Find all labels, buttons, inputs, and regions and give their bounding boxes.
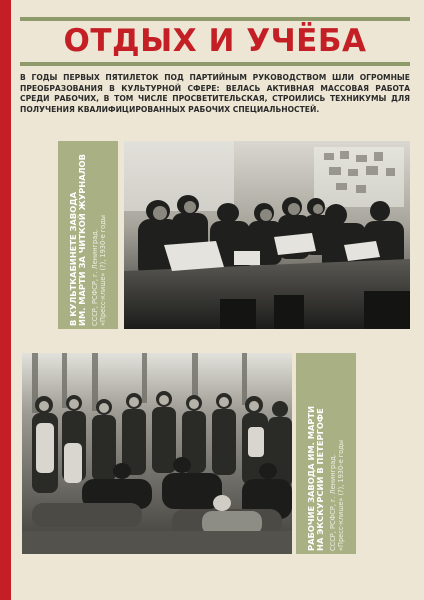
caption-title: РАБОЧИЕ ЗАВОДА ИМ. МАРТИ НА ЭКСКУРСИИ В ПЕТЕРГОФЕ [305,405,326,551]
caption-text-block [307,357,345,551]
caption-title: В КУЛЬТКАБИНЕТЕ ЗАВОДА ИМ. МАРТИ ЗА ЧИТКОЙ ЖУРНАЛОВ [67,154,88,326]
photo-caption-panel [296,353,356,554]
page-title: ОТДЫХ И УЧЁБА [63,23,367,59]
caption-text-block [69,144,107,326]
excursion-group-photo [22,353,292,554]
left-accent-bar [0,0,11,600]
reading-room-photo [124,141,410,329]
photo-caption-panel [58,141,118,329]
caption-source: СССР, РСФСР, г. Ленинград. «Пресс-клише» (?), 1930-е годы [328,439,345,551]
intro-paragraph: В ГОДЫ ПЕРВЫХ ПЯТИЛЕТОК ПОД ПАРТИЙНЫМ РУКОВОДСТВОМ ШЛИ ОГРОМНЫЕ ПРЕОБРАЗОВАНИЯ В КУЛЬТУРНОЙ СФЕРЕ: ВЕЛАСЬ АКТИВНАЯ МАССОВАЯ РАБОТА СРЕДИ РАБОЧИХ, В ТОМ ЧИСЛЕ ПРОСВЕТИТЕЛЬСКАЯ, СТРОИЛИСЬ ТЕХНИКУМЫ ДЛЯ ПОЛУЧЕНИЯ КВАЛИФИЦИРОВАННЫХ РАБОЧИХ СПЕЦИАЛЬНОСТЕЙ. [20,73,410,114]
caption-source: СССР, РСФСР, г. Ленинград. «Пресс-клише» (?), 1930-е годы [90,215,107,326]
title-rule-bottom [20,62,410,66]
